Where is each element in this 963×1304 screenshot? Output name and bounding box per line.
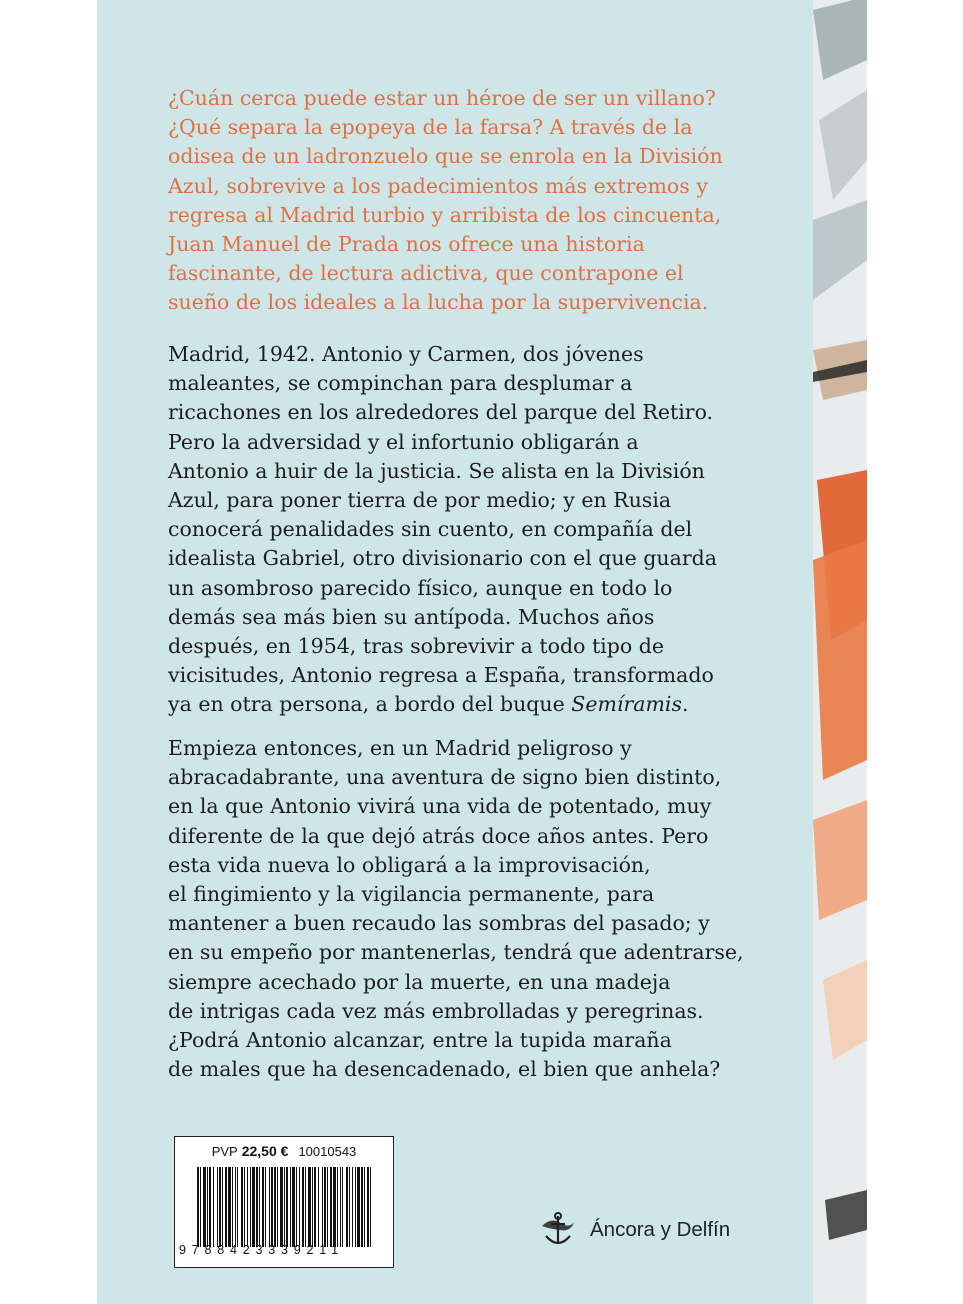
price-line [175,1143,393,1159]
synopsis-1-period: . [682,692,689,717]
barcode-bars [197,1167,373,1247]
publisher-name: Áncora y Delfín [590,1218,731,1241]
synopsis-1-text: Madrid, 1942. Antonio y Carmen, dos jóvenes maleantes, se compinchan para desplumar a ricachones en los alrededores del parque del Retiro. Pero la adversidad y el infortunio obligarán a Antonio a huir de la justicia. Se alista en la División Azul, para poner tierra de por medio; y en Rusia conocerá penalidades sin cuento, en compañía del idealista Gabriel, otro divisionario con el que guarda un asombroso parecido físico, aunque en todo lo demás sea más bien su antípoda. Muchos años después, en 1954, tras sobrevivir a todo tipo de vicisitudes, Antonio regresa a España, transformado ya en otra persona, a bordo del buque [168,342,717,717]
tagline-blurb: ¿Cuán cerca puede estar un héroe de ser un villano? ¿Qué separa la epopeya de la farsa? A través de la odisea de un ladronzuelo que se enrola en la División Azul, sobrevive a los padecimientos más extremos y regresa al Madrid turbio y arribista de los cincuenta, Juan Manuel de Prada nos ofrece una historia fascinante, de lectura adictiva, que contrapone el sueño de los ideales a la lucha por la supervivencia. [168,86,723,315]
synopsis-paragraph-2: Empieza entonces, en un Madrid peligroso y abracadabrante, una aventura de signo bien distinto, en la que Antonio vivirá una vida de potentado, muy diferente de la que dejó atrás doce años antes. Pero esta vida nueva lo obligará a la improvisación, el fingimiento y la vigilancia permanente, para mantener a buen recaudo las sombras del pasado; y en su empeño por mantenerlas, tendrá que adentrarse, siempre acechado por la muerte, en una madeja de intrigas cada vez más embrolladas y peregrinas. ¿Podrá Antonio alcanzar, entre la tupida maraña de males que ha desencadenado, el bien que anhela? [168,736,744,1082]
front-cover-edge [813,0,867,1304]
anchor-dolphin-icon [538,1210,578,1250]
price-value: 22,50 € [241,1143,289,1159]
synopsis-paragraph-1 [168,340,768,720]
product-code: 10010543 [298,1144,357,1159]
isbn-digits: 9788423339211 [179,1243,344,1257]
cover-art-strokes [813,0,867,1304]
barcode-label [174,1136,394,1268]
ship-name: Semíramis [571,692,682,717]
pvp-label: PVP [211,1144,238,1159]
publisher-logo [538,1210,730,1250]
